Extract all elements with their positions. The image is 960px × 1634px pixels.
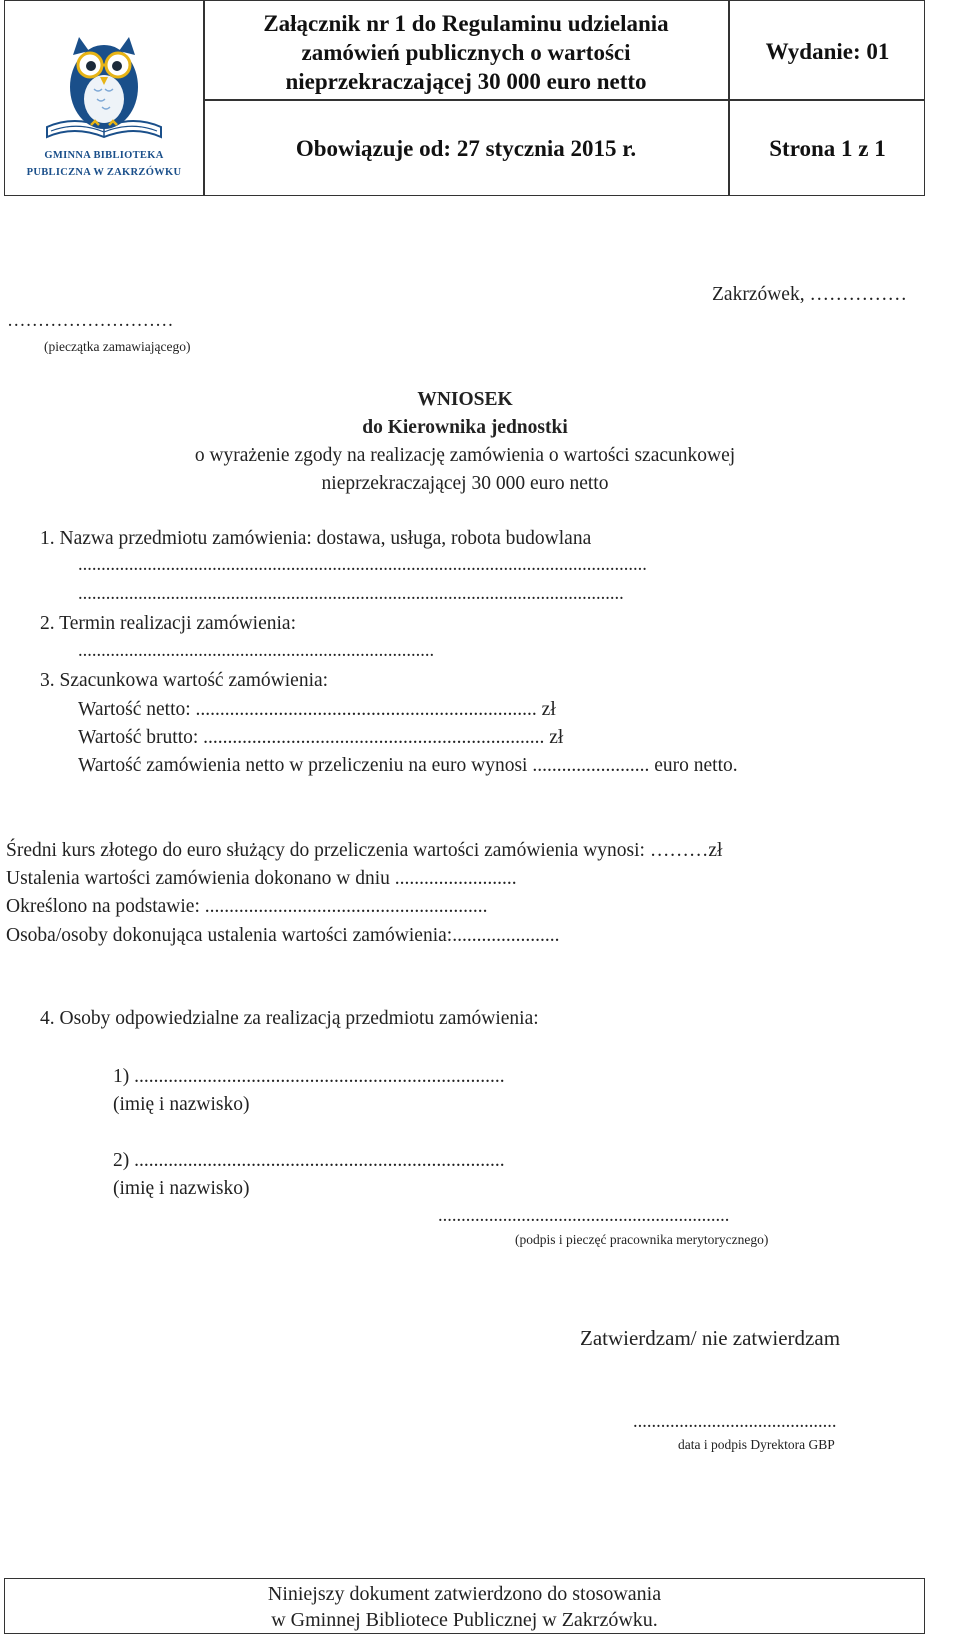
heading-subject-cont: nieprzekraczającej 30 000 euro netto (321, 473, 609, 494)
logo-line2: PUBLICZNA W ZAKRZÓWKU (26, 167, 182, 178)
euro-value-field: Wartość zamówienia netto w przeliczeniu na euro wynosi ........................ euro netto. (78, 755, 738, 776)
title-line: Załącznik nr 1 do Regulaminu udzielania (263, 11, 669, 36)
item2-dots: ............................................................................. (78, 641, 435, 661)
gross-value-field: Wartość brutto: ...................................................................... zł (78, 727, 564, 748)
basis-field: Określono na podstawie: .......................................................... (6, 896, 488, 917)
header-divider (203, 99, 924, 101)
name-caption: (imię i nazwisko) (113, 1094, 250, 1115)
page-number-label: Strona 1 z 1 (769, 136, 886, 161)
staff-signature-caption: (podpis i pieczęć pracownika merytorycznego) (515, 1232, 769, 1247)
item3-label: 3. Szacunkowa wartość zamówienia: (40, 670, 329, 691)
estimate-date-field: Ustalenia wartości zamówienia dokonano w dniu ......................... (6, 868, 517, 889)
valid-from-label: Obowiązuje od: 27 stycznia 2015 r. (295, 136, 637, 161)
owl-logo-icon (29, 19, 179, 159)
item2-label: 2. Termin realizacji zamówienia: (40, 613, 296, 634)
regulation-title (204, 9, 728, 96)
document-footer (4, 1578, 925, 1634)
request-heading (0, 386, 930, 498)
director-signature-caption: data i podpis Dyrektora GBP (678, 1437, 835, 1452)
director-signature-dots: ............................................ (633, 1412, 837, 1432)
title-line: zamówień publicznych o wartości (301, 40, 631, 65)
library-logo (5, 1, 203, 195)
estimators-field: Osoba/osoby dokonująca ustalenia wartości zamówienia:...................... (6, 925, 560, 946)
name-caption: (imię i nazwisko) (113, 1178, 250, 1199)
heading-title: WNIOSEK (417, 389, 513, 410)
net-value-field: Wartość netto: ...................................................................... zł (78, 699, 556, 720)
stamp-caption: (pieczątka zamawiającego) (44, 339, 191, 354)
item4-label: 4. Osoby odpowiedzialne za realizacją przedmiotu zamówienia: (40, 1008, 539, 1029)
title-line: nieprzekraczającej 30 000 euro netto (285, 69, 647, 94)
responsible-person-2: 2) ............................................................................ (113, 1150, 505, 1171)
item1-dots: ........................................................................................................................... (78, 555, 647, 575)
staff-signature-dots: ............................................................... (438, 1206, 730, 1226)
footer-line1: Niniejszy dokument zatwierdzono do stosowania (267, 1583, 662, 1605)
place-date-field: Zakrzówek, …………… (712, 284, 907, 305)
item1-dots: ...................................................................................................................... (78, 584, 624, 604)
document-header (4, 0, 925, 196)
heading-addressee: do Kierownika jednostki (362, 417, 568, 438)
heading-subject: o wyrażenie zgody na realizację zamówienia o wartości szacunkowej (194, 445, 736, 466)
edition-label: Wydanie: 01 (765, 39, 890, 64)
item1-label: 1. Nazwa przedmiotu zamówienia: dostawa, usługa, robota budowlana (40, 528, 592, 549)
logo-line1: GMINNA BIBLIOTEKA (44, 150, 164, 161)
responsible-person-1: 1) ............................................................................ (113, 1066, 505, 1087)
approval-text: Zatwierdzam/ nie zatwierdzam (580, 1326, 841, 1350)
footer-line2: w Gminnej Bibliotece Publicznej w Zakrzówku. (271, 1609, 658, 1631)
header-divider (728, 1, 730, 195)
stamp-dots: ……………………… (7, 311, 174, 331)
exchange-rate-field: Średni kurs złotego do euro służący do przeliczenia wartości zamówienia wynosi: ………zł (6, 840, 723, 861)
